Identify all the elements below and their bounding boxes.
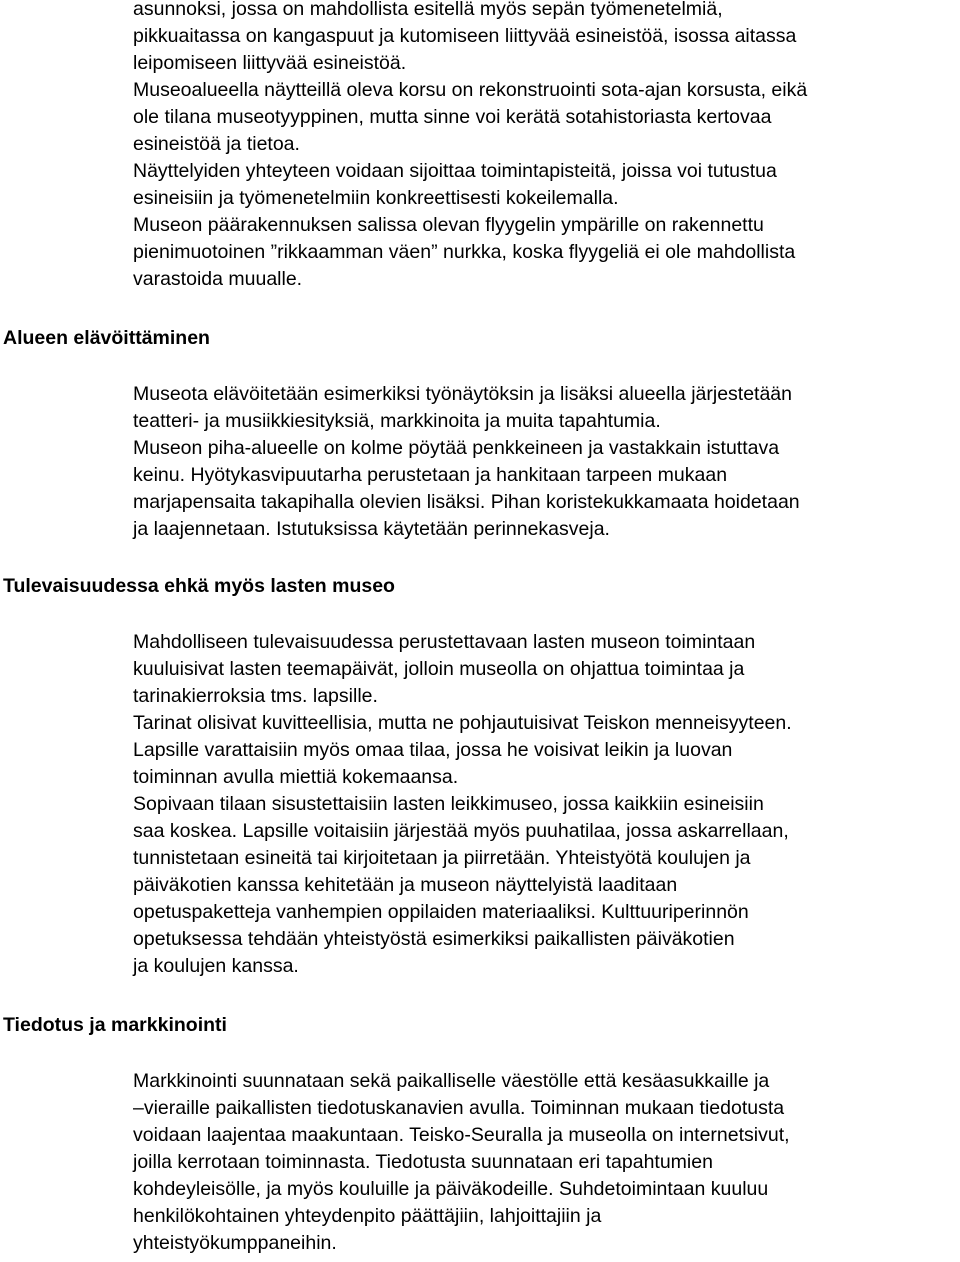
text-line: tunnistetaan esineitä tai kirjoitetaan ja piirretään. Yhteistyötä koulujen ja [133,847,751,869]
section3-body [133,629,955,980]
text-line: Mahdolliseen tulevaisuudessa perustettavaan lasten museon toimintaan [133,631,756,653]
text-line: keinu. Hyötykasvipuutarha perustetaan ja hankitaan tarpeen mukaan [133,464,728,486]
text-line: Näyttelyiden yhteyteen voidaan sijoittaa toimintapisteitä, joissa voi tutustua [133,160,777,182]
text-line: teatteri- ja musiikkiesityksiä, markkinoita ja muita tapahtumia. [133,410,661,432]
text-line: esineisiin ja työmenetelmiin konkreettisesti kokeilemalla. [133,187,619,209]
text-line: leipomiseen liittyvää esineistöä. [133,52,407,74]
text-line: Museoalueella näytteillä oleva korsu on rekonstruointi sota-ajan korsusta, eikä [133,79,808,101]
text-line: kohdeyleisölle, ja myös kouluille ja päiväkodeille. Suhdetoimintaan kuuluu [133,1178,769,1200]
section1-body [133,0,955,293]
section-heading-alueen-elavoittaminen: Alueen elävöittäminen [3,327,210,349]
text-line: varastoida muualle. [133,268,303,290]
section4-body [133,1068,955,1257]
section2-body [133,381,955,543]
text-line: ja koulujen kanssa. [133,955,299,977]
text-line: joilla kerrotaan toiminnasta. Tiedotusta suunnataan eri tapahtumien [133,1151,713,1173]
text-line: opetuspaketteja vanhempien oppilaiden materiaaliksi. Kulttuuriperinnön [133,901,749,923]
text-line: Museon päärakennuksen salissa olevan flyygelin ympärille on rakennettu [133,214,764,236]
text-line: Museota elävöitetään esimerkiksi työnäytöksin ja lisäksi alueella järjestetään [133,383,793,405]
text-line: päiväkotien kanssa kehitetään ja museon näyttelyistä laaditaan [133,874,678,896]
text-line: Museon piha-alueelle on kolme pöytää penkkeineen ja vastakkain istuttava [133,437,780,459]
text-line: esineistöä ja tietoa. [133,133,300,155]
text-line: –vieraille paikallisten tiedotuskanavien avulla. Toiminnan mukaan tiedotusta [133,1097,785,1119]
text-line: ja laajennetaan. Istutuksissa käytetään perinnekasveja. [133,518,610,540]
text-line: saa koskea. Lapsille voitaisiin järjestää myös puuhatilaa, jossa askarrellaan, [133,820,789,842]
text-line: yhteistyökumppaneihin. [133,1232,337,1254]
text-line: pikkuaitassa on kangaspuut ja kutomiseen liittyvää esineistöä, isossa aitassa [133,25,797,47]
section-heading-lasten-museo: Tulevaisuudessa ehkä myös lasten museo [3,575,395,597]
text-line: toiminnan avulla miettiä kokemaansa. [133,766,459,788]
text-line: ole tilana museotyyppinen, mutta sinne voi kerätä sotahistoriasta kertovaa [133,106,772,128]
text-line: voidaan laajentaa maakuntaan. Teisko-Seuralla ja museolla on internetsivut, [133,1124,790,1146]
text-line: Sopivaan tilaan sisustettaisiin lasten leikkimuseo, jossa kaikkiin esineisiin [133,793,764,815]
text-line: kuuluisivat lasten teemapäivät, jolloin museolla on ohjattua toimintaa ja [133,658,745,680]
section-heading-tiedotus-ja-markkinointi: Tiedotus ja markkinointi [3,1014,227,1036]
text-line: Markkinointi suunnataan sekä paikalliselle väestölle että kesäasukkaille ja [133,1070,770,1092]
text-line: asunnoksi, jossa on mahdollista esitellä myös sepän työmenetelmiä, [133,0,723,20]
text-line: pienimuotoinen ”rikkaamman väen” nurkka, koska flyygeliä ei ole mahdollista [133,241,796,263]
text-line: henkilökohtainen yhteydenpito päättäjiin, lahjoittajiin ja [133,1205,602,1227]
text-line: marjapensaita takapihalla olevien lisäksi. Pihan koristekukkamaata hoidetaan [133,491,800,513]
text-line: opetuksessa tehdään yhteistyöstä esimerkiksi paikallisten päiväkotien [133,928,735,950]
text-line: tarinakierroksia tms. lapsille. [133,685,378,707]
text-line: Lapsille varattaisiin myös omaa tilaa, jossa he voisivat leikin ja luovan [133,739,733,761]
text-line: Tarinat olisivat kuvitteellisia, mutta ne pohjautuisivat Teiskon menneisyyteen. [133,712,792,734]
